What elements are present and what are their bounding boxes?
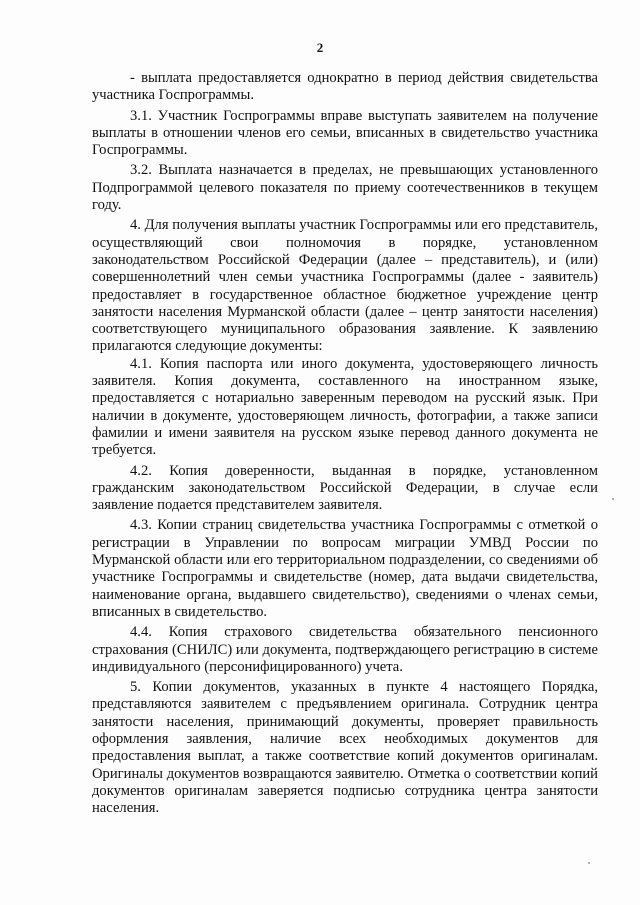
paragraph-payment-once: - выплата предоставляется однократно в период действия свидетельства участника Госпрограммы. — [92, 70, 598, 104]
paragraph-3-2: 3.2. Выплата назначается в пределах, не превышающих установленного Подпрограммой целевого показателя по приему соотечественников в текущем году. — [92, 162, 598, 214]
paragraph-4-1: 4.1. Копия паспорта или иного документа, удостоверяющего личность заявителя. Копия документа, составленного на иностранном языке, предоставляется с нотариально заверенным переводом на русский язык. При наличии в документе, удостоверяющем личность, фотографии, а также записи фамилии и имени заявителя на русском языке перевод данного документа не требуется. — [92, 355, 598, 459]
paragraph-4-3: 4.3. Копии страниц свидетельства участника Госпрограммы с отметкой о регистрации в Управлении по вопросам миграции УМВД России по Мурманской области или его территориальном подразделении, со сведениями об участнике Госпрограммы и свидетельстве (номер, дата выдачи свидетельства, наименование органа, выдавшего свидетельство), сведениями о членах семьи, вписанных в свидетельство. — [92, 517, 598, 620]
scan-speck — [612, 498, 614, 500]
paragraph-4: 4. Для получения выплаты участник Госпрограммы или его представитель, осуществляющий свои полномочия в порядке, установленном законодательством Российской Федерации (далее – представитель), и (или) совершеннолетний член семьи участника Госпрограммы (далее - заявитель) предоставляет в государственное областное бюджетное учреждение центр занятости населения Мурманской области (далее – центр занятости населения) соответствующего муниципального образования заявление. К заявлению прилагаются следующие документы: — [92, 217, 598, 355]
paragraph-4-4: 4.4. Копия страхового свидетельства обязательного пенсионного страхования (СНИЛС) или документа, подтверждающего регистрацию в системе индивидуального (персонифицированного) учета. — [92, 624, 598, 675]
paragraph-5: 5. Копии документов, указанных в пункте 4 настоящего Порядка, представляются заявителем с предъявлением оригинала. Сотрудник центра занятости населения, принимающий документы, проверяет правильность оформления заявления, наличие всех необходимых документов для предоставления выплат, а также соответствие копий документов оригиналам. Оригиналы документов возвращаются заявителю. Отметка о соответствии копий документов оригиналам заверяется подписью сотрудника центра занятости населения. — [92, 679, 598, 817]
page-number: 2 — [316, 40, 324, 55]
scan-speck — [588, 862, 590, 864]
paragraph-4-2: 4.2. Копия доверенности, выданная в порядке, установленном гражданским законодательством Российской Федерации, в случае если заявление подается представителем заявителя. — [92, 462, 598, 514]
document-body — [92, 70, 598, 820]
paragraph-3-1: 3.1. Участник Госпрограммы вправе выступать заявителем на получение выплаты в отношении членов его семьи, вписанных в свидетельство участника Госпрограммы. — [92, 107, 598, 159]
